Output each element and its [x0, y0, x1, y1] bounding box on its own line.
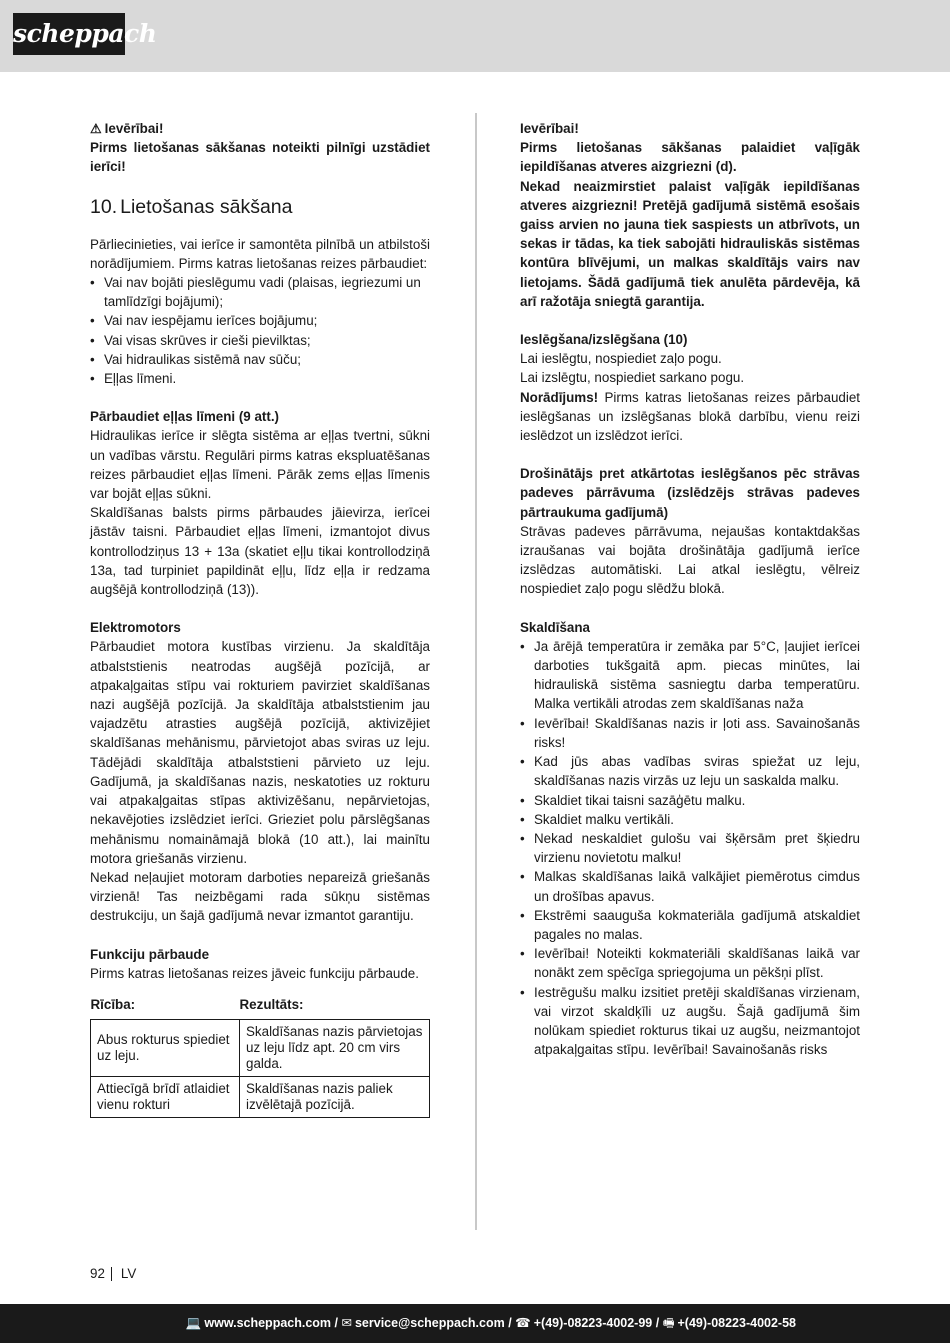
list-item: • Skaldiet tikai taisni sazāģētu malku. — [520, 791, 860, 810]
fax-number: +(49)-08223-4002-58 — [677, 1316, 796, 1330]
list-item: • Ievērībai! Skaldīšanas nazis ir ļoti ass. Savainošanās risks! — [520, 714, 860, 752]
table-header-result: Rezultāts: — [240, 997, 430, 1020]
list-item: • Malkas skaldīšanas laikā valkājiet piemērotus cimdus un drošības apavus. — [520, 867, 860, 905]
oil-paragraph-1: Hidraulikas ierīce ir slēgta sistēma ar eļļas tvertni, sūkni un vadības vārstu. Regulāri pirms katras ekspluatēšanas reizes pārbaudiet eļļas līmeni. Pārāk zems eļļas līmenis var bojāt eļļas sūkni. — [90, 428, 430, 502]
function-paragraph: Pirms katras lietošanas reizes jāveic funkciju pārbaude. — [90, 965, 419, 981]
list-item: • Eļļas līmeni. — [90, 369, 430, 388]
mail-icon: ✉ — [341, 1316, 352, 1330]
warning-icon: ⚠ — [90, 121, 102, 136]
note-text: Pirms katras lietošanas reizes pārbaudiet ieslēgšanas un izslēgšanas blokā darbību, vienu reizi ieslēdzot un izslēdzot ierīci. — [520, 389, 860, 444]
motor-paragraph-1: Pārbaudiet motora kustības virzienu. Ja skaldītāja atbalststienis neatrodas augšējā pozīcijā, ar atpakaļgaitas stīpu vai rokturiem pavirziet skaldīšanas nazi augšējā pozīcijā. Ja skaldītāja atbalststienim jau vajadzētu atrasties augšējā pozīcijā, aktivizējiet skaldīšanas mehānismu, pārvietojot abas sviras uz leju. Tādējādi skaldītāja atbalststieni pārvieto uz leju. Gadījumā, ja skaldīšanas nazis, neskatoties uz rokturu vai atpakaļgaitas stīpas aktivizēšanu, nepārvietojas, nekavējoties izslēdziet ierīci. Grieziet polu pārslēgšanas mehānismu nomaināmajā blokā (10 att.), lai mainītu motora griešanās virzienu. — [90, 639, 430, 866]
list-item: • Ievērībai! Noteikti kokmateriāli skaldīšanas laikā var nonākt zem spēcīga spriegojuma un pēkšņi plīst. — [520, 944, 860, 982]
split-list — [520, 637, 860, 1059]
fuse-heading: Drošinātājs pret atkārtotas ieslēgšanos pēc strāvas padeves pārrāvuma (izslēdzējs strāvas padeves pārtraukuma gadījumā) — [520, 466, 860, 520]
list-item: • Ja ārējā temperatūra ir zemāka par 5°C, ļaujiet ierīcei darboties tukšgaitā apm. piecas minūtes, lai hidrauliskā sistēma sasniegtu darba temperatūru. Malka vertikāli atrodas zem skaldīšanas naža — [520, 637, 860, 714]
table-cell: Skaldīšanas nazis paliek izvēlētajā pozīcijā. — [240, 1076, 430, 1117]
section-title — [90, 194, 430, 220]
warning-title-right: Ievērībai! — [520, 121, 579, 136]
function-heading: Funkciju pārbaude — [90, 946, 210, 962]
table-cell: Skaldīšanas nazis pārvietojas uz leju līdz apt. 20 cm virs galda. — [240, 1019, 430, 1076]
switch-heading: Ieslēgšana/izslēgšana (10) — [520, 332, 688, 348]
fuse-paragraph: Strāvas padeves pārrāvuma, nejaušas kontaktdakšas izraušanas vai bojāta drošinātāja gadījumā ierīce izslēdzas automātiski. Lai atkal ieslēgtu, vēlreiz nospiediet zaļo pogu slēdžu blokā. — [520, 523, 860, 597]
email-link[interactable]: service@scheppach.com — [354, 1316, 505, 1330]
warning-text-left: Pirms lietošanas sākšanas noteikti pilnīgi uzstādiet ierīci! — [90, 140, 430, 175]
function-check-table — [90, 997, 430, 1118]
split-heading: Skaldīšana — [520, 619, 590, 635]
intro-paragraph: Pārliecinieties, vai ierīce ir samontēta pilnībā un atbilstoši norādījumiem. Pirms katras lietošanas reizes pārbaudiet: — [90, 236, 430, 271]
column-divider — [475, 113, 477, 1230]
checklist — [90, 273, 430, 388]
warning-paragraph-2: Nekad neaizmirstiet palaist vaļīgāk iepildīšanas atveres aizgriezni! Pretējā gadījumā sistēmā esošais gaiss arvien no jauna tiek saspiests un atbrīvots, un sekas ir tādas, ka tiek sabojāti hidrauliskās sistēmas kontūra blīvējumi, un malkas skaldītājs vairs nav lietojams. Šādā gadījumā tiek anulēta pārdevēja, kā arī ražotāja sniegtā garantija. — [520, 178, 860, 309]
oil-heading: Pārbaudiet eļļas līmeni (9 att.) — [90, 409, 280, 425]
note-label: Norādījums! — [520, 389, 599, 405]
note-paragraph — [520, 388, 860, 446]
list-item: • Skaldiet malku vertikāli. — [520, 810, 860, 829]
warning-paragraph-1: Pirms lietošanas sākšanas palaidiet vaļīgāk iepildīšanas atveres aizgriezni (d). — [520, 140, 860, 175]
table-cell: Abus rokturus spiediet uz leju. — [91, 1019, 240, 1076]
list-item: • Iestrēgušu malku izsitiet pretēji skaldīšanas virzienam, vai virzot skaldķīli uz augšu. Šajā gadījumā šim nolūkam spiediet rokturus tikai uz augšu, neizmantojot atpakaļgaitas stīpu. Ievērībai! Savainošanās risks — [520, 983, 860, 1060]
motor-paragraph-2: Nekad neļaujiet motoram darboties nepareizā griešanās virzienā! Tas neizbēgami rada sūkņu sistēmas destrukciju, un šajā gadījumā nevar izmantot garantiju. — [90, 869, 430, 924]
fax-icon: 🖷 — [662, 1316, 675, 1330]
list-item: • Vai nav bojāti pieslēgumu vadi (plaisas, iegriezumi un tamlīdzīgi bojājumi); — [90, 273, 430, 311]
left-column — [90, 119, 430, 1118]
list-item: • Vai nav iespējamu ierīces bojājumu; — [90, 311, 430, 330]
list-item: • Nekad neskaldiet gulošu vai šķērsām pret šķiedru virzienu novietotu malku! — [520, 829, 860, 867]
oil-paragraph-2: Skaldīšanas balsts pirms pārbaudes jāievirza, ierīcei jāstāv taisni. Pārbaudiet eļļas līmeni, izmantojot divus kontrollodziņus 13 + 13a (skatiet eļļu tikai kontrollodziņā 13a, tad turpiniet papildināt eļļu, līdz eļļa ir redzama augšējā kontrollodziņā (13)). — [90, 505, 430, 598]
list-item: • Kad jūs abas vadības sviras spiežat uz leju, skaldīšanas nazis virzās uz leju un saskalda malku. — [520, 752, 860, 790]
brand-logo: scheppach — [13, 13, 125, 55]
page-number: 92 — [90, 1266, 105, 1281]
list-item: • Ekstrēmi saauguša kokmateriāla gadījumā atskaldiet pagales no malas. — [520, 906, 860, 944]
list-item: • Vai hidraulikas sistēmā nav sūču; — [90, 350, 430, 369]
footer-contact-bar: 💻 www.scheppach.com / ✉ service@scheppach.com / ☎ +(49)-08223-4002-99 / 🖷 +(49)-08223-4002-58 — [0, 1304, 950, 1343]
table-row — [91, 1019, 430, 1076]
page-footer-number — [90, 1266, 136, 1281]
website-link[interactable]: www.scheppach.com — [204, 1316, 332, 1330]
section-number: 10. — [90, 195, 118, 218]
switch-on-text: Lai ieslēgtu, nospiediet zaļo pogu. — [520, 351, 722, 367]
computer-icon: 💻 — [185, 1316, 202, 1330]
phone-number: +(49)-08223-4002-99 — [533, 1316, 653, 1330]
language-code: LV — [120, 1266, 137, 1281]
table-header-action: Rīcība: — [91, 997, 240, 1020]
warning-title-left: ⚠ Ievērībai! — [90, 119, 430, 138]
switch-off-text: Lai izslēgtu, nospiediet sarkano pogu. — [520, 370, 745, 386]
motor-heading: Elektromotors — [90, 620, 181, 636]
table-cell: Attiecīgā brīdī atlaidiet vienu rokturi — [91, 1076, 240, 1117]
table-row — [91, 1076, 430, 1117]
page-header — [0, 0, 950, 72]
phone-icon: ☎ — [515, 1316, 531, 1330]
list-item: • Vai visas skrūves ir cieši pievilktas; — [90, 331, 430, 350]
right-column — [520, 119, 860, 1059]
section-title-text: Lietošanas sākšana — [120, 195, 293, 218]
